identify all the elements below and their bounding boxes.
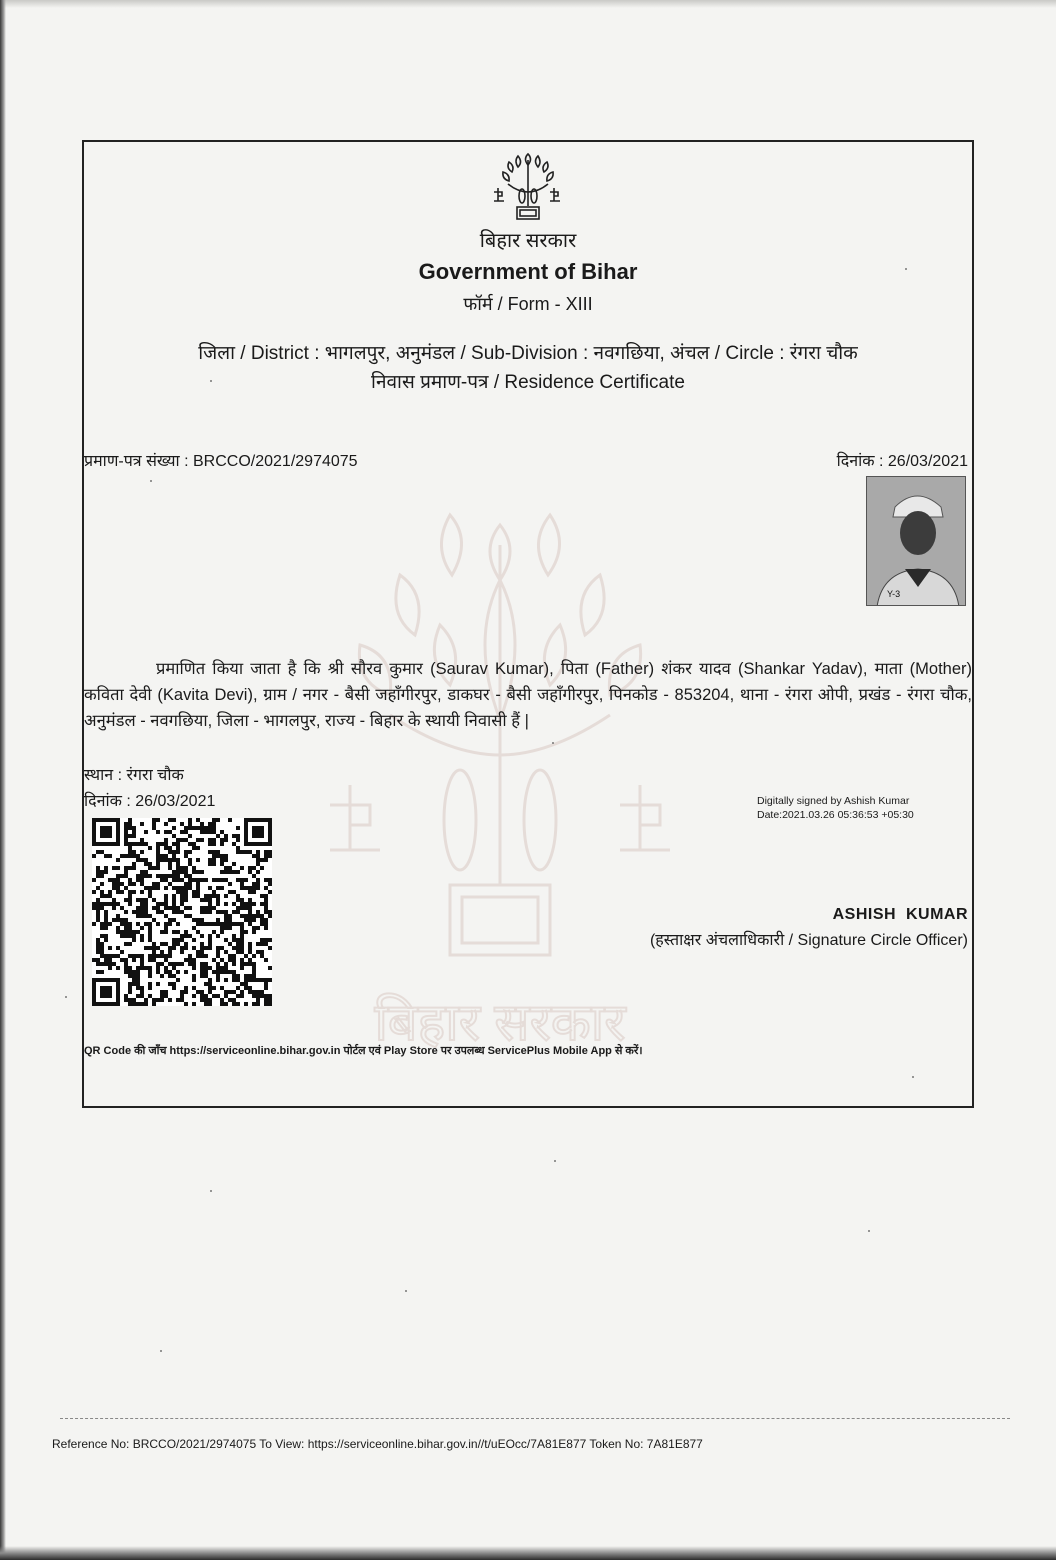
page-bottom-edge — [0, 1546, 1056, 1560]
scan-speck — [905, 268, 907, 270]
officer-name: ASHISH KUMAR — [832, 906, 968, 923]
photo-label: Y-3 — [887, 589, 901, 599]
digital-signature-block — [757, 794, 914, 822]
scan-speck — [554, 1160, 556, 1162]
title-hindi: बिहार सरकार — [479, 230, 577, 252]
officer-title: (हस्ताक्षर अंचलाधिकारी / Signature Circle Officer) — [649, 932, 968, 949]
applicant-portrait-icon — [867, 477, 966, 606]
digital-signature-signer: Digitally signed by Ashish Kumar — [757, 795, 910, 807]
certificate-type: निवास प्रमाण-पत्र / Residence Certificate — [371, 372, 685, 393]
reference-footer: Reference No: BRCCO/2021/2974075 To View: https://serviceonline.bihar.gov.in//t/uEOcc/7A81E877 Token No: 7A81E877 — [52, 1437, 703, 1451]
scan-speck — [210, 1190, 212, 1192]
issue-date-top: दिनांक : 26/03/2021 — [836, 453, 968, 470]
bihar-emblem-logo — [488, 150, 568, 230]
scan-speck — [552, 742, 554, 744]
place: स्थान : रंगरा चौक — [84, 767, 184, 784]
scan-speck — [405, 1290, 407, 1292]
svg-text:बिहार सरकार: बिहार सरकार — [374, 994, 626, 1052]
digital-signature-date: Date:2021.03.26 05:36:53 +05:30 — [757, 809, 914, 821]
district-line: जिला / District : भागलपुर, अनुमंडल / Sub-Division : नवगछिया, अंचल / Circle : रंगरा चौक — [198, 343, 858, 364]
scan-speck — [65, 996, 67, 998]
signing-officer — [648, 902, 968, 954]
bihar-emblem-watermark — [330, 485, 670, 1055]
certificate-number: प्रमाण-पत्र संख्या : BRCCO/2021/2974075 — [84, 453, 358, 470]
page-top-edge — [0, 0, 1056, 8]
scan-speck — [912, 1076, 914, 1078]
scan-speck — [160, 1350, 162, 1352]
scan-speck — [210, 380, 212, 382]
title-government-of-bihar: Government of Bihar — [418, 259, 638, 284]
verification-qr-code[interactable] — [92, 818, 272, 1006]
issue-date-bottom: दिनांक : 26/03/2021 — [84, 793, 216, 810]
scan-speck — [150, 480, 152, 482]
qr-verification-note: QR Code की जाँच https://serviceonline.bihar.gov.in पोर्टल एवं Play Store पर उपलब्ध ServicePlus Mobile App से करें। — [84, 1045, 643, 1057]
scan-speck — [868, 1230, 870, 1232]
form-number: फॉर्म / Form - XIII — [463, 294, 593, 314]
footer-divider — [60, 1418, 1010, 1419]
certificate-body-text: प्रमाणित किया जाता है कि श्री सौरव कुमार (Saurav Kumar), पिता (Father) शंकर यादव (Shankar Yadav), माता (Mother) कविता देवी (Kavita Devi), ग्राम / नगर - बैसी जहाँगीरपुर, डाकघर - बैसी जहाँगीरपुर, पिनकोड - 853204, थाना - रंगरा ओपी, प्रखंड - रंगरा चौक, अनुमंडल - नवगछिया, जिला - भागलपुर, राज्य - बिहार के स्थायी निवासी हैं | — [84, 660, 972, 730]
applicant-photo — [866, 476, 966, 606]
